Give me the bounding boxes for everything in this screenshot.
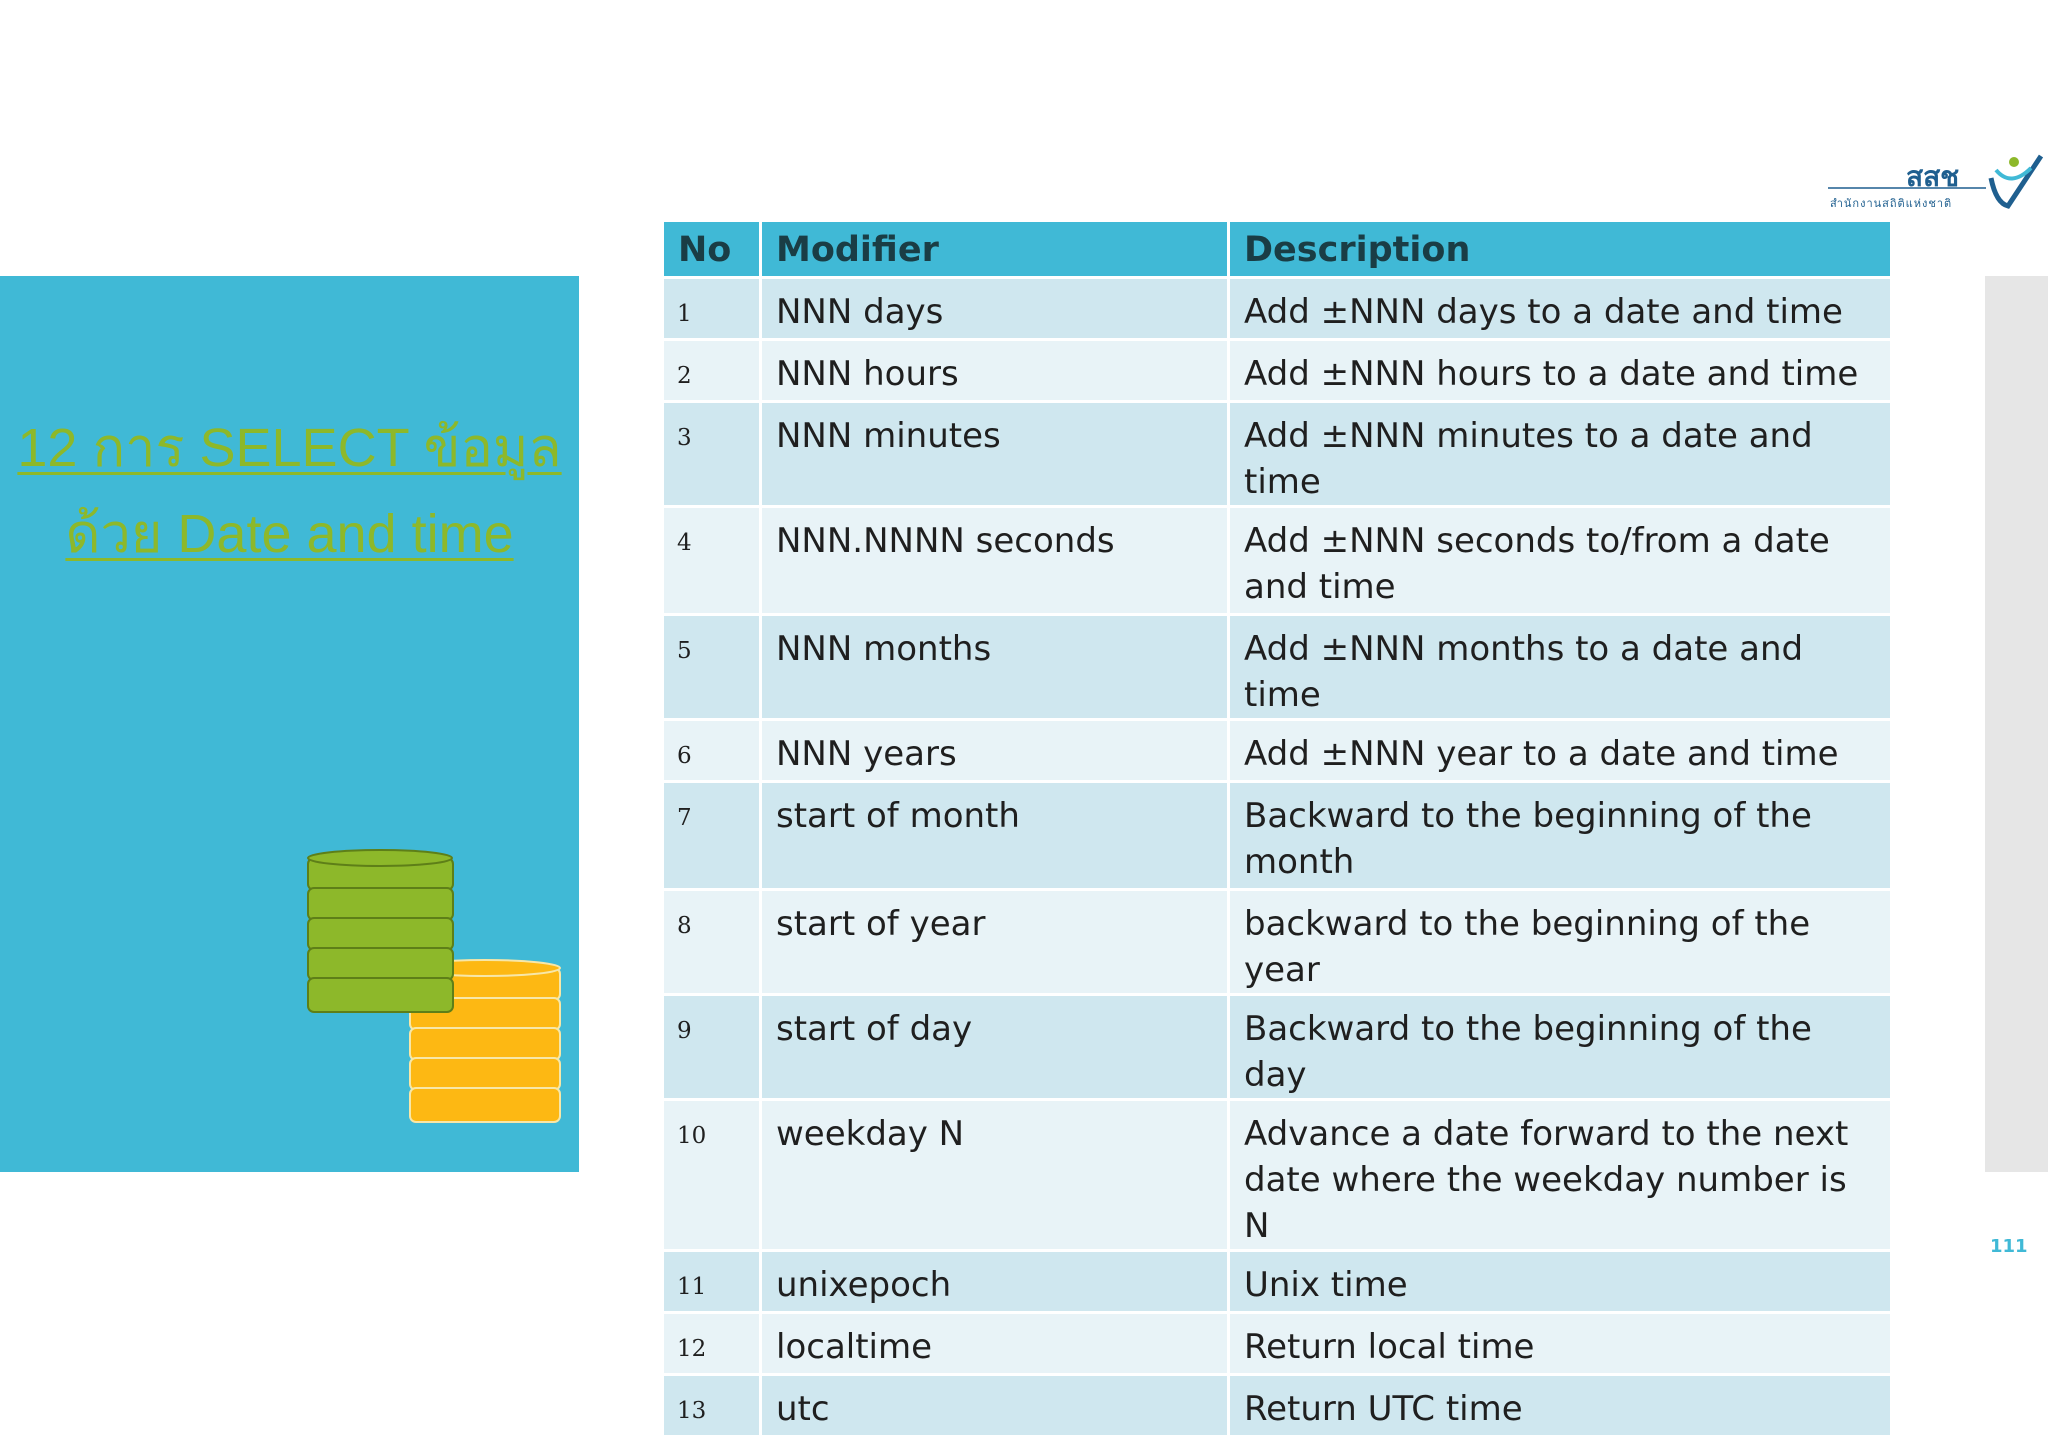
- row-no: 5: [663, 615, 761, 720]
- header-modifier: Modifier: [761, 221, 1229, 278]
- row-modifier: start of year: [761, 890, 1229, 995]
- row-modifier: NNN hours: [761, 340, 1229, 402]
- table-row: [663, 1251, 1892, 1313]
- table-row: [663, 782, 1892, 890]
- table-row: [663, 720, 1892, 782]
- table-row: [663, 340, 1892, 402]
- table-row: [663, 507, 1892, 615]
- row-modifier: NNN days: [761, 278, 1229, 340]
- row-no: 13: [663, 1375, 761, 1437]
- row-modifier: NNN months: [761, 615, 1229, 720]
- slide-title[interactable]: [0, 405, 579, 577]
- row-no: 1: [663, 278, 761, 340]
- row-description: Return local time: [1229, 1313, 1892, 1375]
- table-row: [663, 995, 1892, 1100]
- row-no: 11: [663, 1251, 761, 1313]
- row-modifier: start of month: [761, 782, 1229, 890]
- row-modifier: weekday N: [761, 1100, 1229, 1251]
- table-row: [663, 1100, 1892, 1251]
- row-description: Add ±NNN days to a date and time: [1229, 278, 1892, 340]
- row-modifier: NNN.NNNN seconds: [761, 507, 1229, 615]
- header-description: Description: [1229, 221, 1892, 278]
- page-number: 111: [1990, 1236, 2028, 1257]
- table-row: [663, 1313, 1892, 1375]
- table-row: [663, 1375, 1892, 1437]
- row-modifier: utc: [761, 1375, 1229, 1437]
- row-modifier: NNN years: [761, 720, 1229, 782]
- row-no: 2: [663, 340, 761, 402]
- row-description: Return UTC time: [1229, 1375, 1892, 1437]
- table-row: [663, 278, 1892, 340]
- row-description: backward to the beginning of the year: [1229, 890, 1892, 995]
- row-no: 6: [663, 720, 761, 782]
- logo-caption: สำนักงานสถิติแห่งชาติ: [1830, 198, 1953, 210]
- row-no: 8: [663, 890, 761, 995]
- row-description: Add ±NNN hours to a date and time: [1229, 340, 1892, 402]
- row-description: Backward to the beginning of the day: [1229, 995, 1892, 1100]
- coin-stacks-icon: [300, 848, 570, 1138]
- row-description: Advance a date forward to the next date where the weekday number is N: [1229, 1100, 1892, 1251]
- row-no: 7: [663, 782, 761, 890]
- slide-title-line-2[interactable]: ด้วย Date and time: [65, 504, 514, 564]
- row-description: Add ±NNN minutes to a date and time: [1229, 402, 1892, 507]
- table-header-row: [663, 221, 1892, 278]
- row-modifier: unixepoch: [761, 1251, 1229, 1313]
- row-no: 12: [663, 1313, 761, 1375]
- table-row: [663, 890, 1892, 995]
- green-coin-stack: [308, 850, 453, 1012]
- row-no: 3: [663, 402, 761, 507]
- table-row: [663, 402, 1892, 507]
- row-description: Backward to the beginning of the month: [1229, 782, 1892, 890]
- right-side-bar: [1985, 276, 2048, 1172]
- row-modifier: localtime: [761, 1313, 1229, 1375]
- row-description: Add ±NNN months to a date and time: [1229, 615, 1892, 720]
- row-description: Add ±NNN year to a date and time: [1229, 720, 1892, 782]
- row-description: Unix time: [1229, 1251, 1892, 1313]
- row-modifier: NNN minutes: [761, 402, 1229, 507]
- row-description: Add ±NNN seconds to/from a date and time: [1229, 507, 1892, 615]
- row-modifier: start of day: [761, 995, 1229, 1100]
- table-row: [663, 615, 1892, 720]
- slide-title-line-1[interactable]: 12 การ SELECT ข้อมูล: [17, 418, 562, 478]
- svg-text:สสช: สสช: [1906, 161, 1960, 192]
- row-no: 10: [663, 1100, 761, 1251]
- row-no: 9: [663, 995, 761, 1100]
- header-no: No: [663, 221, 761, 278]
- modifier-table: [661, 219, 1893, 1438]
- row-no: 4: [663, 507, 761, 615]
